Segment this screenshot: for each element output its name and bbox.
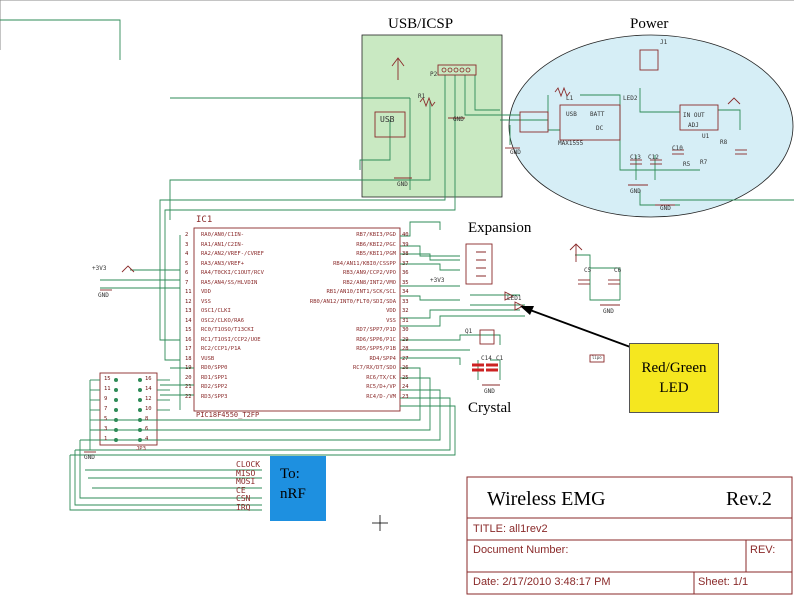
c10-label: C10	[672, 145, 683, 152]
gnd-label-power: GND	[630, 188, 641, 195]
jp3-right-pin-number: 12	[145, 396, 152, 402]
r8-label: R8	[720, 139, 728, 146]
cursor-crosshair	[372, 515, 388, 531]
nrf-signal-label: MISO	[236, 468, 256, 478]
v33-label-exp: +3V3	[430, 277, 445, 284]
ic1-left-pin-name: RD3/SPP3	[201, 393, 228, 400]
ic1-right-pin-name: RC7/RX/DT/SDO	[352, 365, 396, 371]
ic1-left-pin-number: 22	[185, 393, 192, 400]
jp3-left-pin-number: 15	[104, 376, 111, 382]
led-arrow	[520, 306, 633, 348]
ic1-left-pin-name: RA1/AN1/C2IN-	[201, 241, 245, 248]
ic1-right-pin-name: RB3/AN9/CCP2/VPO	[343, 270, 396, 276]
ic1-right-pin-name: RB6/KBI2/PGC	[356, 241, 396, 248]
ic1-left-pin-number: 17	[185, 346, 192, 352]
ic1-right-pin-name: RB0/AN12/INT0/FLT0/SDI/SDA	[309, 298, 396, 305]
ic1-name: IC1	[196, 215, 213, 225]
ic1-left-pin-name: OSC2/CLKO/RA6	[201, 317, 245, 324]
title-field: TITLE: all1rev2	[473, 523, 548, 535]
document-number-field: Document Number:	[473, 544, 569, 556]
nrf-signal-label: MOSI	[236, 477, 256, 486]
ic1-right-pin-name: RC4/D-/VM	[366, 393, 396, 400]
ic1-left-pin-name: RC1/T1OSI/CCP2/UOE	[201, 336, 261, 343]
ic1-left-pin-name: RA4/T0CKI/C1OUT/RCV	[201, 270, 264, 276]
jp3-left-pin-number: 11	[104, 386, 111, 392]
ic1-left-pin-number: 14	[185, 317, 192, 324]
ic1-left-pin-number: 15	[185, 327, 192, 333]
to-nrf-note: To: nRF	[270, 456, 326, 521]
jp3-right-pin-number: 14	[145, 386, 152, 392]
ic1-left-pin-number: 6	[185, 270, 189, 276]
ic1-right-pin-name: RC6/TX/CK	[366, 374, 396, 381]
ic1-left-pin-name: VDD	[201, 289, 211, 295]
usb-label-max: USB	[566, 111, 577, 118]
gnd-label-usb2: GND	[453, 116, 464, 123]
ic1-right-pin-number: 39	[402, 241, 409, 248]
j1-label: J1	[660, 39, 668, 46]
power-region	[509, 35, 793, 217]
ic1-left-pin-name: VSS	[201, 298, 211, 305]
ic1-right-pin-name: RB7/KBI3/PGD	[356, 232, 396, 238]
ic1-left-pin-number: 21	[185, 384, 192, 390]
dc-label: DC	[596, 125, 604, 132]
c14-label: C14	[481, 355, 492, 362]
usb-icsp-label: USB/ICSP	[388, 16, 454, 32]
jp3-right-pin-number: 4	[145, 436, 149, 442]
ic1-left-pin-name: RD1/SPP1	[201, 374, 228, 381]
max1555-label: MAX1555	[558, 140, 584, 147]
ic1-left-pin-number: 2	[185, 232, 189, 238]
ic1-right-pin-number: 37	[402, 260, 409, 267]
ic1-right-pin-name: RB4/AN11/KBI0/CSSPP	[333, 260, 396, 267]
ic1-right-pin-number: 40	[402, 232, 409, 238]
ic1-right-pin-number: 32	[402, 308, 409, 314]
gnd-label-caps: GND	[603, 308, 614, 315]
power-label: Power	[630, 16, 669, 32]
gnd-label-left: GND	[98, 292, 109, 299]
ic1-left-pin-name: RC2/CCP1/P1A	[201, 346, 241, 352]
ic1-right-pin-name: RD4/SPP4	[369, 355, 396, 362]
revision-label: Rev.2	[726, 488, 772, 510]
ic1-right-pin-number: 38	[402, 251, 409, 257]
ic1-right-pin-number: 27	[402, 355, 409, 362]
ic1-right-pin-number: 29	[402, 336, 409, 343]
jp3-right-pin-number: 16	[145, 376, 152, 382]
ic1-left-pin-number: 11	[185, 289, 192, 295]
u1-label: U1	[702, 133, 710, 140]
ic1-right-pin-number: 33	[402, 298, 409, 305]
c6-label: C6	[614, 267, 622, 274]
gnd-label-usb3: GND	[510, 149, 521, 156]
ic1-right-pin-number: 35	[402, 279, 409, 286]
led1-label: LED1	[507, 295, 522, 302]
jp3-left-pin-number: 1	[104, 436, 108, 442]
led2-label: LED2	[623, 95, 638, 102]
ic1-right-pin-number: 34	[402, 289, 409, 295]
ic1-left-pin-number: 16	[185, 336, 192, 343]
ic1-right-pin-number: 23	[402, 393, 409, 400]
date-field: Date: 2/17/2010 3:48:17 PM	[473, 576, 611, 588]
red-green-led-note: Red/Green LED	[629, 343, 719, 413]
ic1-right-pin-number: 25	[402, 374, 409, 381]
regulator-inout-label: IN OUT	[683, 112, 705, 119]
ic1-right-pin-number: 28	[402, 346, 409, 352]
ic1-left-pin-name: RD2/SPP2	[201, 384, 228, 390]
jp3-right-pin-number: 8	[145, 416, 149, 422]
jp3-left-pin-number: 9	[104, 396, 108, 402]
ic1-left-pin-name: RA5/AN4/SS/HLVDIN	[201, 279, 258, 286]
c13-label: C13	[630, 154, 641, 161]
ic1-left-pin-number: 4	[185, 251, 189, 257]
ic1-right-pin-name: RC5/D+/VP	[366, 384, 396, 390]
ic1-right-pin-name: RB1/AN10/INT1/SCK/SCL	[326, 289, 396, 295]
r5-label: R5	[683, 161, 691, 168]
ic1-left-pin-name: RC0/T1OSO/T13CKI	[201, 327, 254, 333]
ic1-right-pin-number: 31	[402, 317, 409, 324]
ic1-right-pin-number: 24	[402, 384, 409, 390]
ic1-right-pin-name: RD5/SPP5/P1B	[356, 346, 396, 352]
ic1-left-pin-name: OSC1/CLKI	[201, 308, 231, 314]
r7-label: R7	[700, 159, 708, 166]
gnd-label-usb: GND	[397, 181, 408, 188]
c5-label: C5	[584, 267, 592, 274]
ic1-left-pin-name: RA3/AN3/VREF+	[201, 260, 245, 267]
gnd-label-crystal: GND	[484, 388, 495, 395]
c12-label: C12	[648, 154, 659, 161]
ic1-left-pin-number: 7	[185, 279, 189, 286]
nrf-signal-label: IRQ	[236, 502, 251, 512]
ic1-left-pin-number: 12	[185, 298, 192, 305]
usb-part-label: USB	[380, 115, 395, 124]
jp3-left-pin-number: 7	[104, 406, 108, 412]
ic1-left-pin-number: 3	[185, 241, 189, 248]
ic1-right-pin-number: 36	[402, 270, 409, 276]
ic1-right-pin-name: RB5/KBI1/PGM	[356, 251, 396, 257]
jp3-right-pin-number: 6	[145, 426, 149, 432]
ic1-part: PIC18F4550_T2FP	[196, 411, 260, 419]
jp3-name: JP3	[136, 446, 146, 452]
c1-label: C1	[496, 355, 504, 362]
jp3-pins	[114, 378, 142, 442]
v33-label-left: +3V3	[92, 265, 107, 272]
ic1-left-pin-name: VUSB	[201, 355, 215, 362]
ic1-left-pin-number: 20	[185, 374, 192, 381]
rev-field: REV:	[750, 544, 776, 556]
ic1-right-pin-number: 30	[402, 327, 409, 333]
sheet-field: Sheet: 1/1	[698, 576, 749, 588]
ic1-left-pin-number: 18	[185, 355, 192, 362]
nrf-signal-label: CLOCK	[236, 460, 261, 469]
ic1-right-pin-name: VDD	[386, 308, 396, 314]
ic1-left-pin-name: RA2/AN2/VREF-/CVREF	[201, 251, 264, 257]
jp3-right-pin-number: 10	[145, 406, 152, 412]
ic1-right-pin-number: 26	[402, 365, 409, 371]
lipo-label: lipo	[592, 355, 602, 360]
ic1-left-pin-number: 5	[185, 260, 189, 267]
ic1-right-pin-name: RD6/SPP6/P1C	[356, 336, 396, 343]
ic1-left-pin-number: 19	[185, 365, 192, 371]
regulator-adj-label: ADJ	[688, 122, 699, 129]
ic1-left-pin-name: RA0/AN0/C1IN-	[201, 232, 245, 238]
batt-label: BATT	[590, 111, 605, 118]
jp3-left-pin-number: 5	[104, 416, 108, 422]
ic1-left-pin-number: 13	[185, 308, 192, 314]
ic1-right-pin-name: RD7/SPP7/P1D	[356, 327, 396, 333]
ic1-left-pin-name: RD0/SPP0	[201, 365, 228, 371]
q1-label: Q1	[465, 328, 473, 335]
r1-label: R1	[418, 93, 426, 100]
gnd-label-power2: GND	[660, 205, 671, 212]
nrf-signal-label: CSN	[236, 494, 251, 503]
l1-label: L1	[566, 95, 574, 102]
crystal-label: Crystal	[468, 400, 512, 416]
jp3-left-pin-number: 3	[104, 426, 108, 432]
nrf-signal-label: CE	[236, 485, 246, 495]
ic1-right-pin-name: VSS	[386, 317, 396, 324]
p2-label: P2	[430, 71, 438, 78]
expansion-label: Expansion	[468, 220, 532, 236]
ic1-right-pin-name: RB2/AN8/INT2/VMO	[343, 279, 396, 286]
project-title: Wireless EMG	[487, 488, 606, 510]
gnd-label-jp3: GND	[84, 454, 95, 461]
